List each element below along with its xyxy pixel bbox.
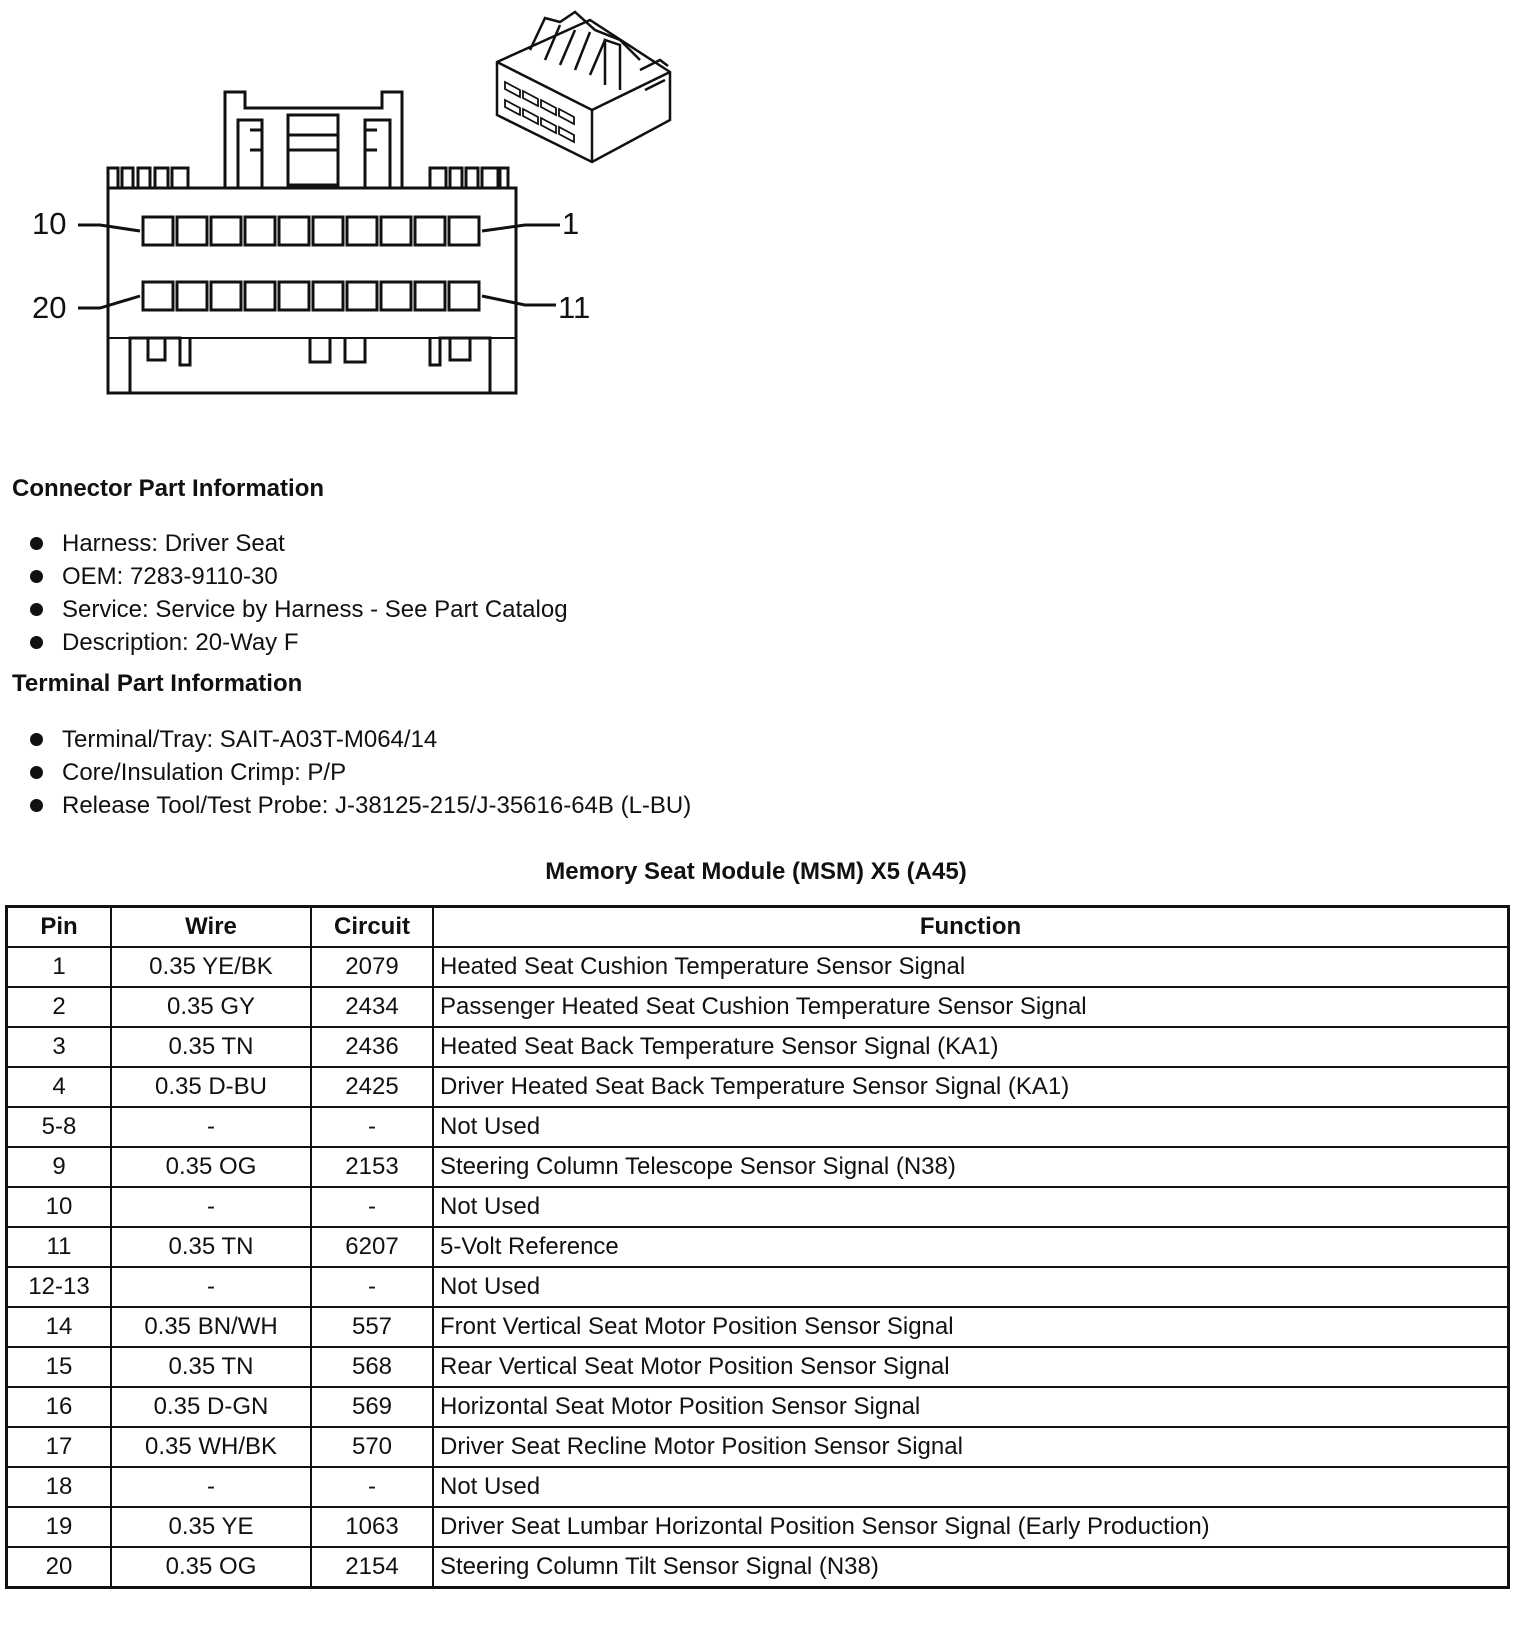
table-row <box>7 1147 1509 1187</box>
bullet-icon <box>30 570 43 583</box>
bullet-icon <box>30 766 43 779</box>
cell-circuit: 570 <box>311 1427 433 1467</box>
header-function: Function <box>433 907 1509 948</box>
cell-pin: 17 <box>7 1427 112 1467</box>
cell-circuit: 569 <box>311 1387 433 1427</box>
pin-label-1: 1 <box>562 206 580 241</box>
table-row <box>7 1267 1509 1307</box>
cell-circuit: 557 <box>311 1307 433 1347</box>
table-header-row <box>7 907 1509 948</box>
table-row <box>7 947 1509 987</box>
cell-circuit: 2154 <box>311 1547 433 1588</box>
table-row <box>7 1467 1509 1507</box>
pin-label-10: 10 <box>32 206 67 241</box>
cell-wire: 0.35 TN <box>111 1347 311 1387</box>
cell-function: Heated Seat Back Temperature Sensor Signal (KA1) <box>433 1027 1509 1067</box>
header-pin: Pin <box>7 907 112 948</box>
pin-table <box>5 905 1510 1589</box>
list-item <box>28 626 568 659</box>
pin-table-title: Memory Seat Module (MSM) X5 (A45) <box>545 858 967 885</box>
bullet-icon <box>30 733 43 746</box>
cell-function: Horizontal Seat Motor Position Sensor Signal <box>433 1387 1509 1427</box>
cavity-row-1 <box>143 217 479 245</box>
header-circuit: Circuit <box>311 907 433 948</box>
cell-pin: 14 <box>7 1307 112 1347</box>
list-item-text: Description: 20-Way F <box>62 629 299 656</box>
cell-wire: - <box>111 1467 311 1507</box>
cell-function: Heated Seat Cushion Temperature Sensor Signal <box>433 947 1509 987</box>
table-row <box>7 987 1509 1027</box>
table-row <box>7 1507 1509 1547</box>
cell-wire: - <box>111 1267 311 1307</box>
cell-wire: - <box>111 1107 311 1147</box>
connector-diagram <box>0 0 720 420</box>
cell-circuit: 2436 <box>311 1027 433 1067</box>
cell-pin: 16 <box>7 1387 112 1427</box>
list-item-text: Release Tool/Test Probe: J-38125-215/J-35616-64B (L-BU) <box>62 792 692 819</box>
pin-label-20: 20 <box>32 290 67 325</box>
connector-isometric <box>497 12 670 162</box>
terminal-info-list <box>28 723 691 822</box>
table-row <box>7 1067 1509 1107</box>
table-row <box>7 1107 1509 1147</box>
lock-tower <box>225 92 402 188</box>
connector-info-list <box>28 527 568 659</box>
cell-pin: 5-8 <box>7 1107 112 1147</box>
cell-wire: - <box>111 1187 311 1227</box>
cell-pin: 11 <box>7 1227 112 1267</box>
cell-function: Front Vertical Seat Motor Position Sensor Signal <box>433 1307 1509 1347</box>
cell-function: Not Used <box>433 1187 1509 1227</box>
list-item <box>28 593 568 626</box>
cell-function: Driver Heated Seat Back Temperature Sensor Signal (KA1) <box>433 1067 1509 1107</box>
list-item <box>28 560 568 593</box>
cell-function: Driver Seat Recline Motor Position Sensor Signal <box>433 1427 1509 1467</box>
cell-circuit: - <box>311 1467 433 1507</box>
cell-wire: 0.35 D-GN <box>111 1387 311 1427</box>
cell-function: Not Used <box>433 1467 1509 1507</box>
cell-function: Passenger Heated Seat Cushion Temperature Sensor Signal <box>433 987 1509 1027</box>
bullet-icon <box>30 603 43 616</box>
list-item-text: Harness: Driver Seat <box>62 530 285 557</box>
cell-wire: 0.35 OG <box>111 1547 311 1588</box>
list-item <box>28 789 691 822</box>
cell-wire: 0.35 OG <box>111 1147 311 1187</box>
cell-wire: 0.35 WH/BK <box>111 1427 311 1467</box>
cell-circuit: - <box>311 1267 433 1307</box>
cell-function: Steering Column Telescope Sensor Signal (N38) <box>433 1147 1509 1187</box>
header-wire: Wire <box>111 907 311 948</box>
cell-circuit: - <box>311 1107 433 1147</box>
table-row <box>7 1427 1509 1467</box>
cell-wire: 0.35 YE/BK <box>111 947 311 987</box>
connector-info-heading: Connector Part Information <box>12 475 325 502</box>
cell-pin: 15 <box>7 1347 112 1387</box>
right-tabs <box>430 168 508 188</box>
table-row <box>7 1387 1509 1427</box>
cell-function: Not Used <box>433 1267 1509 1307</box>
cell-circuit: 568 <box>311 1347 433 1387</box>
table-row <box>7 1547 1509 1588</box>
list-item <box>28 756 691 789</box>
cell-function: 5-Volt Reference <box>433 1227 1509 1267</box>
list-item-text: Core/Insulation Crimp: P/P <box>62 759 347 786</box>
cell-circuit: 1063 <box>311 1507 433 1547</box>
bullet-icon <box>30 537 43 550</box>
bullet-icon <box>30 636 43 649</box>
cell-wire: 0.35 TN <box>111 1227 311 1267</box>
cell-circuit: 6207 <box>311 1227 433 1267</box>
cell-pin: 4 <box>7 1067 112 1107</box>
list-item <box>28 527 568 560</box>
list-item-text: Terminal/Tray: SAIT-A03T-M064/14 <box>62 726 438 753</box>
left-tabs <box>108 168 188 188</box>
cell-pin: 19 <box>7 1507 112 1547</box>
cell-wire: 0.35 D-BU <box>111 1067 311 1107</box>
cell-circuit: 2079 <box>311 947 433 987</box>
cavity-row-2 <box>143 282 479 310</box>
cell-function: Steering Column Tilt Sensor Signal (N38) <box>433 1547 1509 1588</box>
cell-pin: 9 <box>7 1147 112 1187</box>
cell-circuit: 2153 <box>311 1147 433 1187</box>
cell-pin: 18 <box>7 1467 112 1507</box>
cell-wire: 0.35 GY <box>111 987 311 1027</box>
table-row <box>7 1027 1509 1067</box>
table-row <box>7 1227 1509 1267</box>
bullet-icon <box>30 799 43 812</box>
cell-pin: 10 <box>7 1187 112 1227</box>
cell-function: Driver Seat Lumbar Horizontal Position Sensor Signal (Early Production) <box>433 1507 1509 1547</box>
cell-function: Not Used <box>433 1107 1509 1147</box>
cell-pin: 12-13 <box>7 1267 112 1307</box>
terminal-info-heading: Terminal Part Information <box>12 670 303 697</box>
cell-pin: 3 <box>7 1027 112 1067</box>
table-row <box>7 1307 1509 1347</box>
list-item <box>28 723 691 756</box>
bottom-key-left <box>130 338 190 393</box>
cell-pin: 2 <box>7 987 112 1027</box>
cell-wire: 0.35 YE <box>111 1507 311 1547</box>
cell-pin: 20 <box>7 1547 112 1588</box>
cell-function: Rear Vertical Seat Motor Position Sensor Signal <box>433 1347 1509 1387</box>
table-row <box>7 1347 1509 1387</box>
pin-label-11: 11 <box>558 290 591 325</box>
cell-wire: 0.35 BN/WH <box>111 1307 311 1347</box>
table-row <box>7 1187 1509 1227</box>
connector-drawing <box>0 0 720 420</box>
cell-circuit: 2425 <box>311 1067 433 1107</box>
cell-wire: 0.35 TN <box>111 1027 311 1067</box>
bottom-key-right <box>430 338 490 393</box>
list-item-text: OEM: 7283-9110-30 <box>62 563 278 590</box>
list-item-text: Service: Service by Harness - See Part Catalog <box>62 596 568 623</box>
bottom-key-center <box>310 338 365 362</box>
cell-pin: 1 <box>7 947 112 987</box>
cell-circuit: - <box>311 1187 433 1227</box>
cell-circuit: 2434 <box>311 987 433 1027</box>
